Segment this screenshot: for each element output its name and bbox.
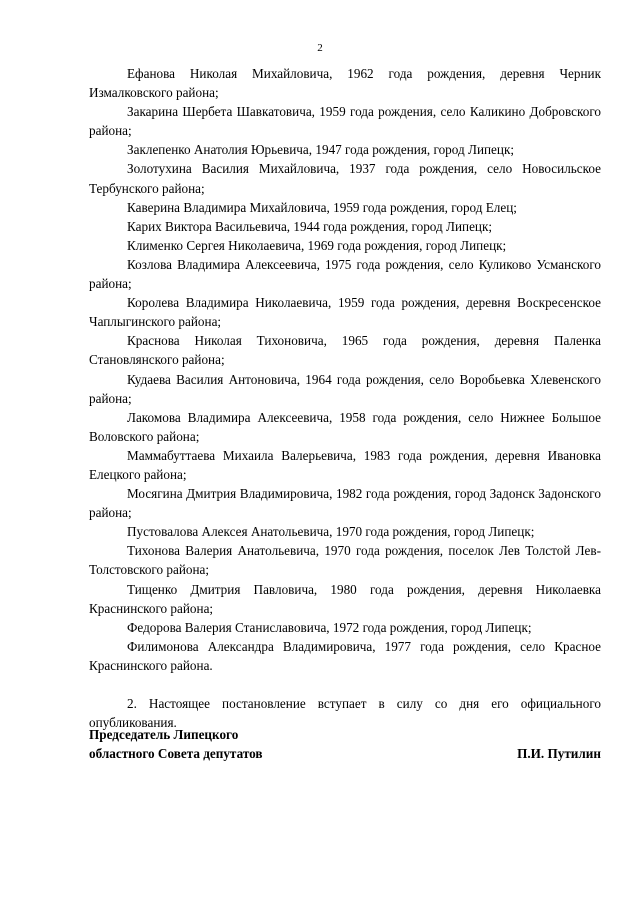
list-item: Мосягина Дмитрия Владимировича, 1982 года рождения, город Задонск Задонского района; <box>89 486 601 521</box>
signature-block <box>89 725 601 763</box>
list-item: Козлова Владимира Алексеевича, 1975 года рождения, село Куликово Усманского района; <box>89 256 601 292</box>
list-item: Маммабуттаева Михаила Валерьевича, 1983 года рождения, деревня Ивановка Елецкого района; <box>89 447 601 482</box>
list-item: Карих Виктора Васильевича, 1944 года рождения, город Липецк; <box>127 218 493 234</box>
signer-title-line2: областного Совета депутатов <box>89 746 263 762</box>
list-item: Лакомова Владимира Алексеевича, 1958 года рождения, село Нижнее Большое Воловского района; <box>89 409 601 444</box>
list-item: Клименко Сергея Николаевича, 1969 года рождения, город Липецк; <box>127 237 507 253</box>
list-item: Кудаева Василия Антоновича, 1964 года рождения, село Воробьевка Хлевенского района; <box>89 371 601 406</box>
list-item: Королева Владимира Николаевича, 1959 года рождения, деревня Воскресенское Чаплыгинского района; <box>89 295 601 330</box>
closing-paragraph: 2. Настоящее постановление вступает в силу со дня его официального опубликования. <box>89 696 601 731</box>
list-item: Филимонова Александра Владимировича, 1977 года рождения, село Красное Краснинского района. <box>89 638 601 673</box>
list-item: Каверина Владимира Михайловича, 1959 года рождения, город Елец; <box>127 199 517 215</box>
list-item: Тихонова Валерия Анатольевича, 1970 года рождения, поселок Лев Толстой Лев-Толстовского района; <box>89 543 601 578</box>
document-body <box>89 64 601 732</box>
list-item: Закарина Шербета Шавкатовича, 1959 года рождения, село Каликино Добровского района; <box>89 104 601 139</box>
list-item: Пустовалова Алексея Анатольевича, 1970 года рождения, город Липецк; <box>127 524 535 540</box>
list-item: Тищенко Дмитрия Павловича, 1980 года рождения, деревня Николаевка Краснинского района; <box>89 581 601 616</box>
list-item: Золотухина Василия Михайловича, 1937 года рождения, село Новосильское Тербунского района; <box>89 161 601 196</box>
list-item: Краснова Николая Тихоновича, 1965 года рождения, деревня Паленка Становлянского района; <box>89 333 601 368</box>
list-item: Заклепенко Анатолия Юрьевича, 1947 года рождения, город Липецк; <box>127 142 515 158</box>
page-number: 2 <box>317 42 323 54</box>
signer-name: П.И. Путилин <box>517 746 601 762</box>
signature-row <box>89 744 601 763</box>
list-item: Ефанова Николая Михайловича, 1962 года рождения, деревня Черник Измалковского района; <box>89 66 601 101</box>
resolution-list <box>89 64 601 675</box>
signer-title-line1: Председатель Липецкого <box>89 727 239 742</box>
list-item: Федорова Валерия Станиславовича, 1972 года рождения, город Липецк; <box>127 619 532 635</box>
